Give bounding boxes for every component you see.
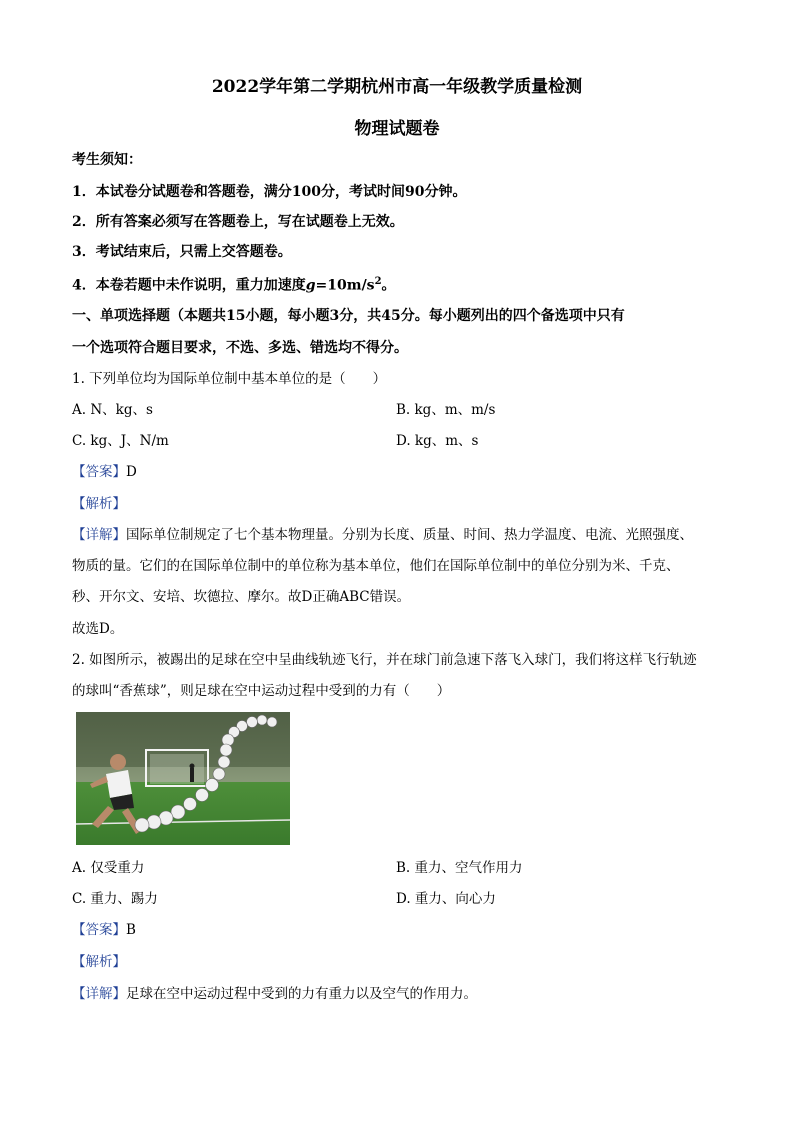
question-1-option-a: A. N、kg、s [72, 402, 153, 418]
question-1-option-d: D. kg、m、s [396, 433, 479, 449]
notice-item-4 [72, 272, 396, 296]
section-1-heading-line-1: 一、单项选择题（本题共15小题，每小题3分，共45分。每小题列出的四个备选项中只有 [72, 308, 625, 324]
question-1-stem: 1. 下列单位均为国际单位制中基本单位的是（ ） [72, 371, 387, 387]
page-title: 2022学年第二学期杭州市高一年级教学质量检测 [211, 77, 583, 97]
gravity-symbol: g [305, 277, 316, 294]
question-1-option-b: B. kg、m、m/s [396, 402, 496, 418]
question-2-option-c: C. 重力、踢力 [72, 891, 158, 907]
notice-item-2: 2．所有答案必须写在答题卷上，写在试题卷上无效。 [72, 214, 404, 230]
notice-item-1: 1．本试卷分试题卷和答题卷，满分100分，考试时间90分钟。 [72, 184, 467, 200]
section-1-heading-line-2: 一个选项符合题目要求，不选、多选、错选均不得分。 [72, 340, 408, 356]
question-2-stem-line-1: 2. 如图所示，被踢出的足球在空中呈曲线轨迹飞行，并在球门前急速下落飞入球门，我们将这样飞行轨迹 [72, 652, 697, 668]
question-1-option-c: C. kg、J、N/m [72, 433, 169, 449]
detail-label: 【详解】 [72, 527, 126, 543]
question-2-option-b: B. 重力、空气作用力 [396, 860, 523, 876]
page-subtitle: 物理试题卷 [354, 119, 440, 139]
answer-label: 【答案】 [72, 922, 126, 938]
notice-item-4-end: 。 [381, 277, 396, 294]
detail-label: 【详解】 [72, 986, 126, 1002]
answer-value: D [126, 464, 137, 480]
question-2-detail [72, 984, 477, 1004]
detail-text: 足球在空中运动过程中受到的力有重力以及空气的作用力。 [126, 986, 477, 1002]
question-2-option-a: A. 仅受重力 [72, 860, 145, 876]
gravity-value: =10m/s [315, 277, 375, 294]
notice-item-3: 3．考试结束后，只需上交答题卷。 [72, 244, 292, 260]
question-1-detail-line-1 [72, 525, 693, 545]
question-1-conclusion: 故选D。 [72, 621, 124, 637]
banana-kick-photo [76, 712, 290, 845]
answer-label: 【答案】 [72, 464, 126, 480]
notice-item-4-prefix: 4．本卷若题中未作说明，重力加速度 [72, 277, 306, 294]
question-1-answer [72, 462, 137, 482]
question-2-option-d: D. 重力、向心力 [396, 891, 496, 907]
question-2-answer [72, 920, 136, 940]
question-1-analysis-label: 【解析】 [72, 496, 126, 512]
question-1-detail-line-2: 物质的量。它们的在国际单位制中的单位称为基本单位，他们在国际单位制中的单位分别为米、千克、 [72, 558, 680, 574]
question-2-analysis-label: 【解析】 [72, 954, 126, 970]
notice-heading: 考生须知： [72, 152, 142, 168]
question-1-detail-line-3: 秒、开尔文、安培、坎德拉、摩尔。故D正确ABC错误。 [72, 589, 411, 605]
answer-value: B [126, 922, 136, 938]
question-2-stem-line-2: 的球叫“香蕉球”，则足球在空中运动过程中受到的力有（ ） [72, 683, 451, 699]
detail-text: 国际单位制规定了七个基本物理量。分别为长度、质量、时间、热力学温度、电流、光照强度、 [126, 527, 693, 543]
gravity-exponent: 2 [374, 276, 382, 287]
